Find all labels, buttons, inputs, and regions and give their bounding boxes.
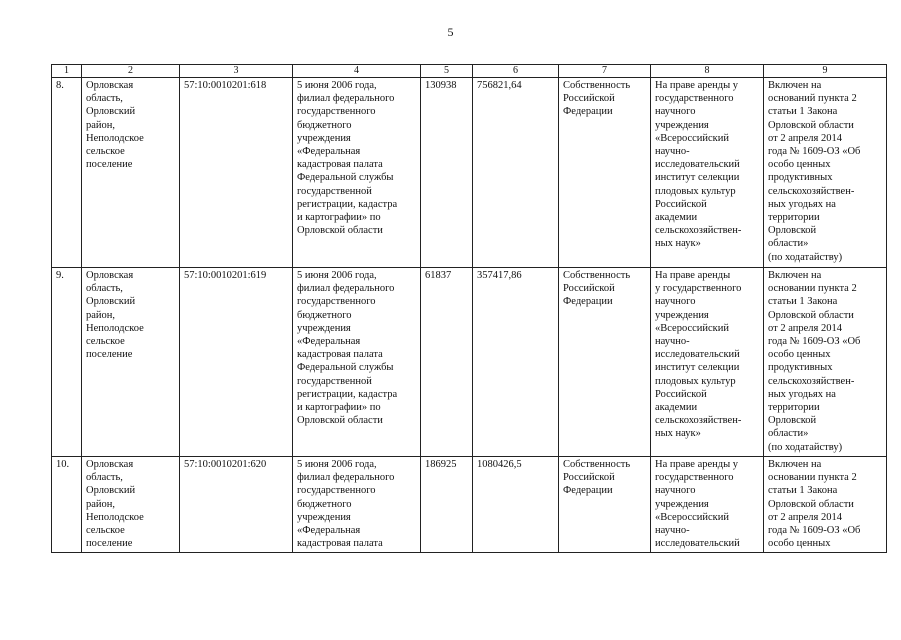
header-cell: 1 (52, 65, 82, 78)
page-number: 5 (447, 25, 454, 39)
header-cell: 7 (559, 65, 651, 78)
header-cell: 4 (293, 65, 421, 78)
ownership-cell: Собственность Российской Федерации (559, 78, 651, 268)
cadastral-number-cell: 57:10:0010201:618 (180, 78, 293, 268)
cadastral-value-cell: 1080426,5 (473, 457, 559, 553)
table-row (52, 78, 887, 268)
table-row (52, 268, 887, 457)
row-number: 9. (52, 268, 82, 457)
table-row (52, 457, 887, 553)
header-row (52, 65, 887, 78)
header-cell: 8 (651, 65, 764, 78)
area-cell: 130938 (421, 78, 473, 268)
registration-cell: 5 июня 2006 года, филиал федерального государственного бюджетного учреждения «Федеральная кадастровая палата Федеральной службы государственной регистрации, кадастра и картографии» по Орловской области (293, 268, 421, 457)
ownership-cell: Собственность Российской Федерации (559, 268, 651, 457)
cadastral-number-cell: 57:10:0010201:619 (180, 268, 293, 457)
land-register-table (51, 64, 887, 553)
row-number: 10. (52, 457, 82, 553)
cadastral-number-cell: 57:10:0010201:620 (180, 457, 293, 553)
area-cell: 186925 (421, 457, 473, 553)
area-cell: 61837 (421, 268, 473, 457)
rights-cell: На праве аренды у государственного научного учреждения «Всероссийский научно- исследовательский институт селекции плодовых культур Российской академии сельскохозяйствен- ных наук» (651, 268, 764, 457)
basis-cell: Включен на основании пункта 2 статьи 1 Закона Орловской области от 2 апреля 2014 года № 1609-ОЗ «Об особо ценных продуктивных сельскохозяйствен- ных угодьях на территории Орловской области» (по ходатайству) (764, 268, 887, 457)
location-cell: Орловская область, Орловский район, Неполодское сельское поселение (82, 78, 180, 268)
header-cell: 6 (473, 65, 559, 78)
basis-cell: Включен на основании пункта 2 статьи 1 Закона Орловской области от 2 апреля 2014 года № 1609-ОЗ «Об особо ценных (764, 457, 887, 553)
cadastral-value-cell: 357417,86 (473, 268, 559, 457)
basis-cell: Включен на оснований пункта 2 статьи 1 Закона Орловской области от 2 апреля 2014 года № 1609-ОЗ «Об особо ценных продуктивных сельскохозяйствен- ных угодьях на территории Орловской области» (по ходатайству) (764, 78, 887, 268)
header-cell: 3 (180, 65, 293, 78)
rights-cell: На праве аренды у государственного научного учреждения «Всероссийский научно- исследовательский институт селекции плодовых культур Российской академии сельскохозяйствен- ных наук» (651, 78, 764, 268)
cadastral-value-cell: 756821,64 (473, 78, 559, 268)
ownership-cell: Собственность Российской Федерации (559, 457, 651, 553)
header-cell: 9 (764, 65, 887, 78)
registration-cell: 5 июня 2006 года, филиал федерального государственного бюджетного учреждения «Федеральная кадастровая палата Федеральной службы государственной регистрации, кадастра и картографии» по Орловской области (293, 78, 421, 268)
header-cell: 5 (421, 65, 473, 78)
registration-cell: 5 июня 2006 года, филиал федерального государственного бюджетного учреждения «Федеральная кадастровая палата (293, 457, 421, 553)
rights-cell: На праве аренды у государственного научного учреждения «Всероссийский научно- исследовательский (651, 457, 764, 553)
row-number: 8. (52, 78, 82, 268)
location-cell: Орловская область, Орловский район, Неполодское сельское поселение (82, 457, 180, 553)
location-cell: Орловская область, Орловский район, Неполодское сельское поселение (82, 268, 180, 457)
header-cell: 2 (82, 65, 180, 78)
